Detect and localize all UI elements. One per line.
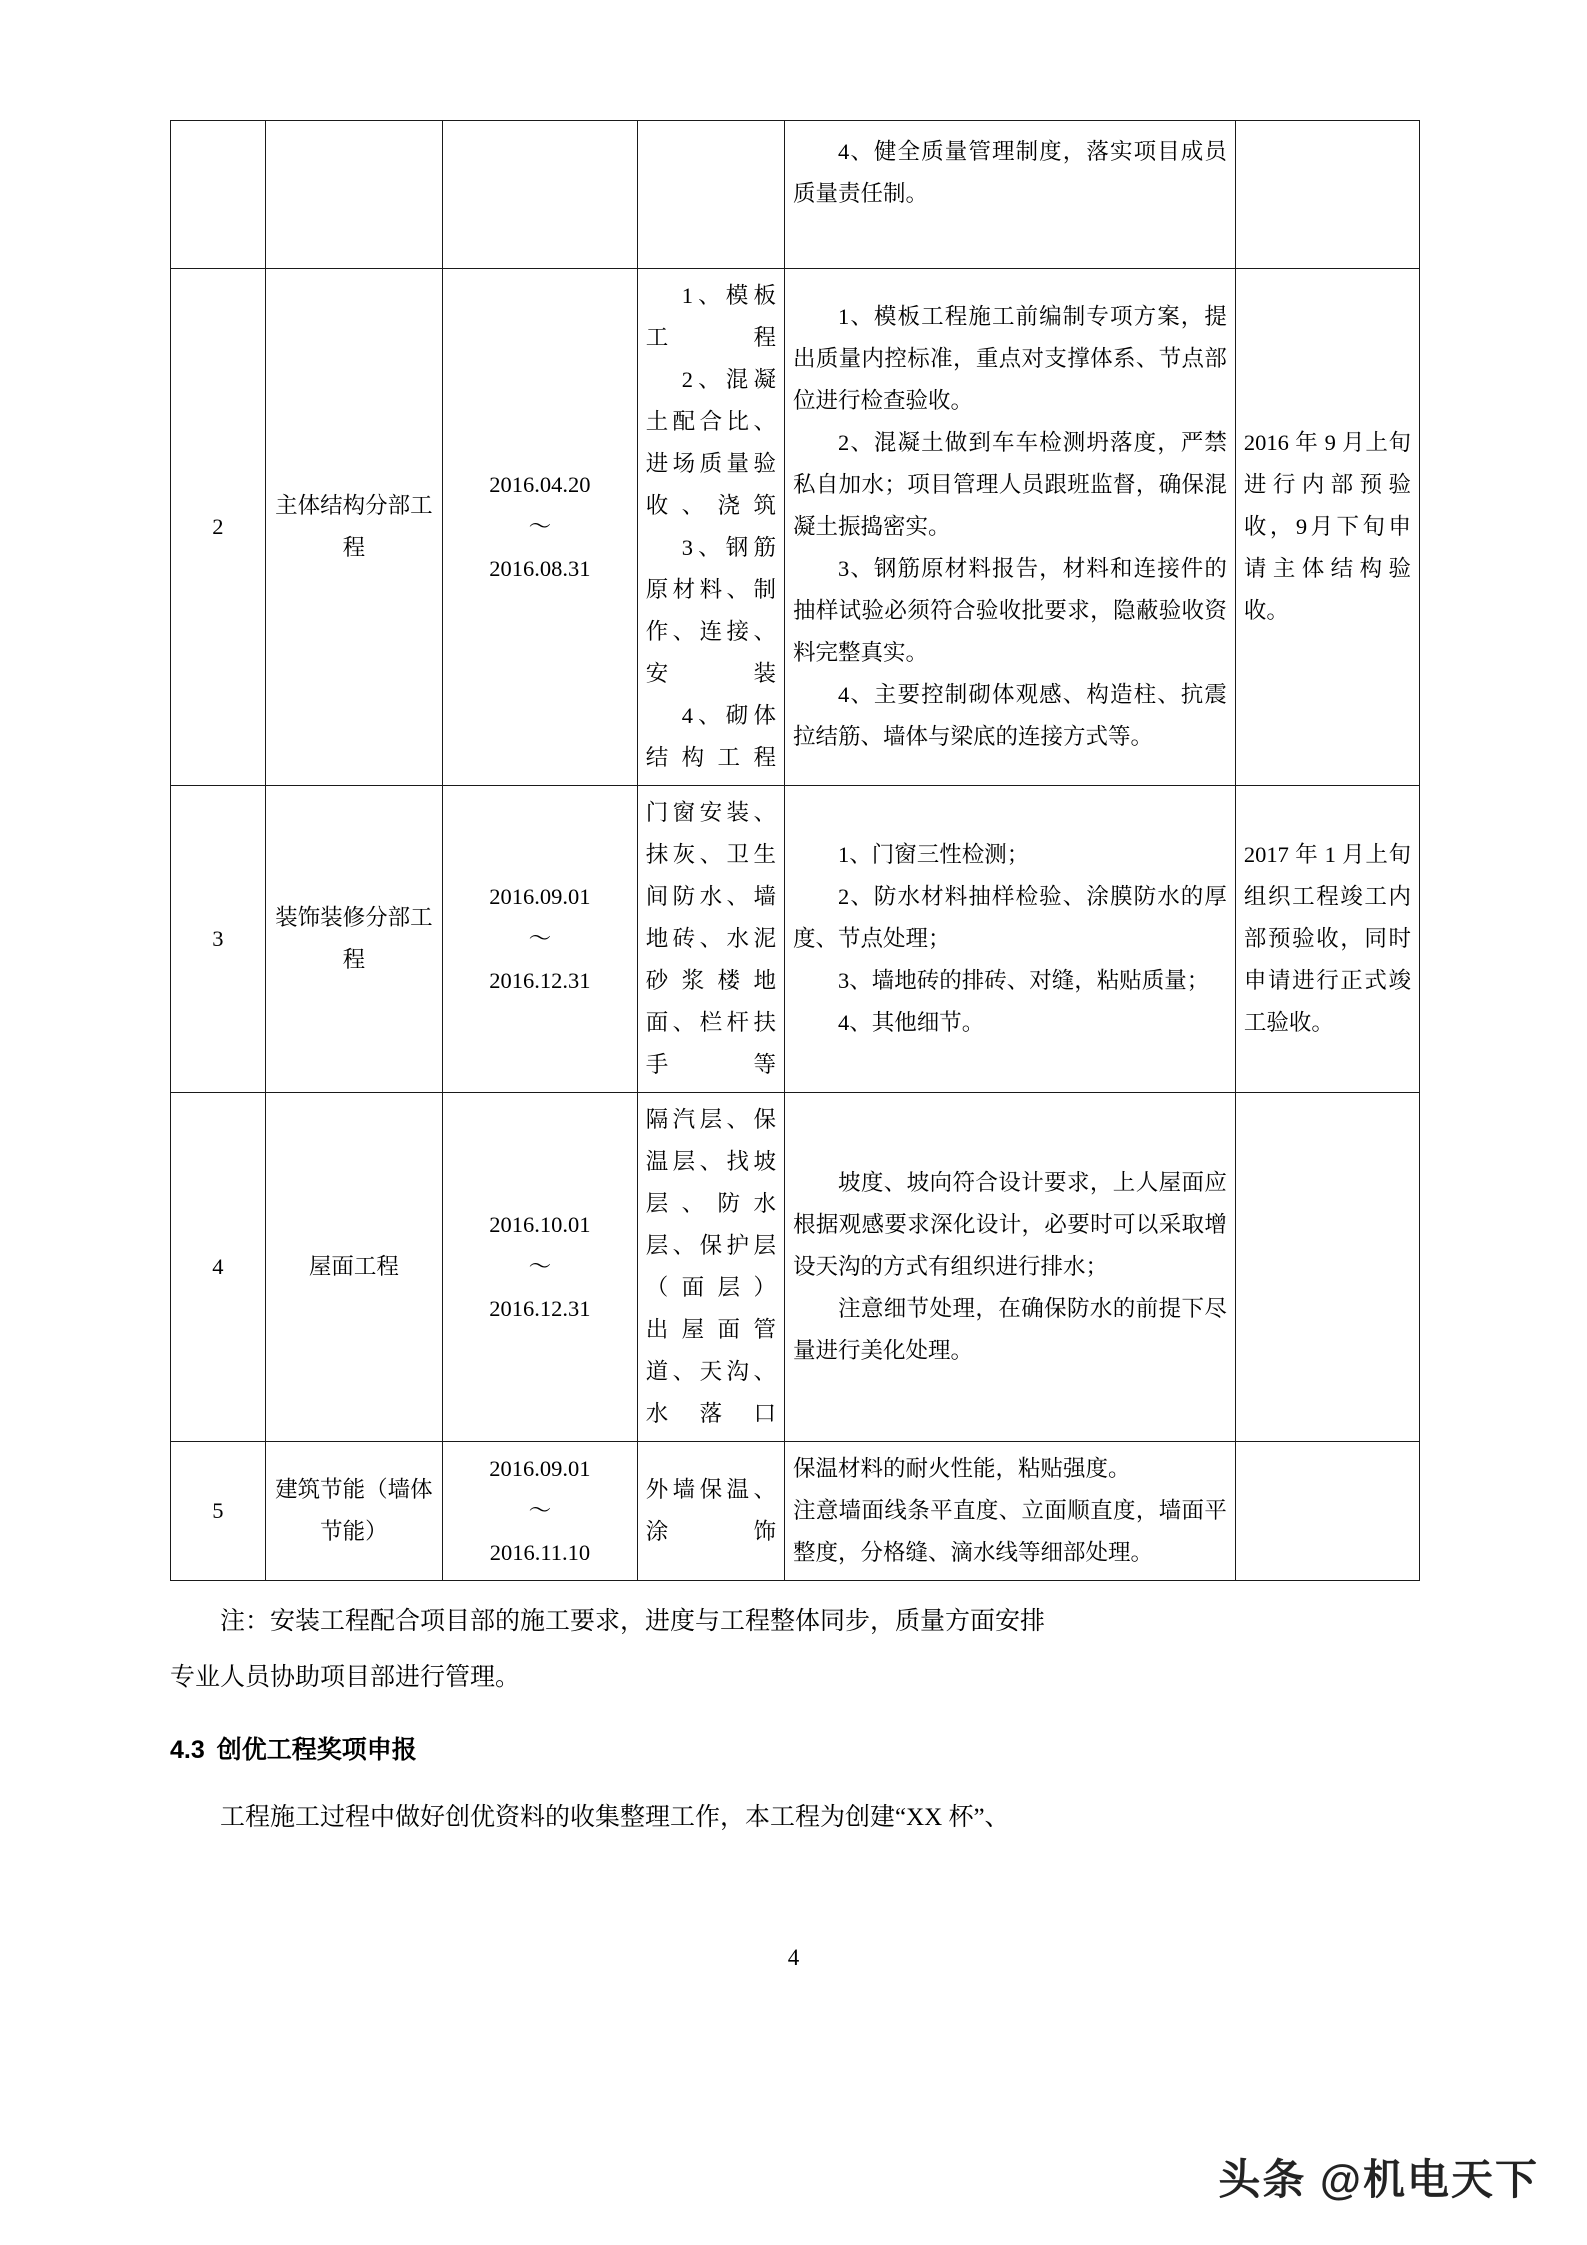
note-paragraph-line-1: 注：安装工程配合项目部的施工要求，进度与工程整体同步，质量方面安排 bbox=[220, 1608, 1046, 1635]
cell-date bbox=[443, 1093, 638, 1442]
cell-acceptance bbox=[1235, 1442, 1419, 1581]
measure-line: 1、模板工程施工前编制专项方案，提出质量内控标准，重点对支撑体系、节点部位进行检查验收。 bbox=[792, 304, 1227, 413]
table-row bbox=[171, 1093, 1420, 1442]
item-line: 外墙保温、涂饰 bbox=[645, 1477, 776, 1544]
cell-items bbox=[637, 1442, 784, 1581]
cell-name: 屋面工程 bbox=[265, 1093, 442, 1442]
cell-measures bbox=[784, 786, 1235, 1093]
table-row-continuation bbox=[171, 121, 1420, 269]
measure-line: 保温材料的耐火性能，粘贴强度。 bbox=[792, 1456, 1131, 1481]
body-paragraph: 工程施工过程中做好创优资料的收集整理工作，本工程为创建“XX 杯”、 bbox=[220, 1804, 1010, 1831]
table-row bbox=[171, 786, 1420, 1093]
date-separator: ～ bbox=[528, 926, 552, 951]
page-number: 4 bbox=[787, 1945, 800, 1970]
cell-measures bbox=[784, 269, 1235, 786]
cell-items bbox=[637, 121, 784, 269]
cell-date bbox=[443, 786, 638, 1093]
cell-acceptance bbox=[1235, 1093, 1419, 1442]
cell-no: 3 bbox=[171, 786, 266, 1093]
cell-measures bbox=[784, 1442, 1235, 1581]
measure-line: 2、防水材料抽样检验、涂膜防水的厚度、节点处理； bbox=[792, 884, 1227, 951]
cell-acceptance: 2016 年 9 月上旬进行内部预验收，9月下旬申请主体结构验收。 bbox=[1235, 269, 1419, 786]
cell-no: 5 bbox=[171, 1442, 266, 1581]
measure-line: 坡度、坡向符合设计要求，上人屋面应根据观感要求深化设计，必要时可以采取增设天沟的方式有组织进行排水； bbox=[792, 1170, 1227, 1279]
cell-measures bbox=[784, 121, 1235, 269]
cell-no: 4 bbox=[171, 1093, 266, 1442]
cell-items bbox=[637, 1093, 784, 1442]
date-separator: ～ bbox=[528, 1254, 552, 1279]
heading-number: 4.3 bbox=[170, 1736, 205, 1764]
date-separator: ～ bbox=[528, 1498, 552, 1523]
cell-name: 装饰装修分部工程 bbox=[265, 786, 442, 1093]
heading-text: 创优工程奖项申报 bbox=[216, 1736, 417, 1764]
table-row bbox=[171, 1442, 1420, 1581]
date-end: 2016.12.31 bbox=[489, 968, 591, 993]
cell-name: 建筑节能（墙体节能） bbox=[265, 1442, 442, 1581]
date-separator: ～ bbox=[528, 514, 552, 539]
quality-schedule-table bbox=[170, 120, 1420, 1581]
cell-measures bbox=[784, 1093, 1235, 1442]
item-line: 2、混凝土配合比、进场质量验收、浇筑 bbox=[645, 367, 776, 518]
measure-line: 注意细节处理，在确保防水的前提下尽量进行美化处理。 bbox=[792, 1296, 1227, 1363]
table-row bbox=[171, 269, 1420, 786]
note-paragraph-line-2: 专业人员协助项目部进行管理。 bbox=[170, 1664, 521, 1691]
date-start: 2016.10.01 bbox=[489, 1212, 591, 1237]
date-end: 2016.12.31 bbox=[489, 1296, 591, 1321]
date-start: 2016.04.20 bbox=[489, 472, 591, 497]
measure-line: 4、主要控制砌体观感、构造柱、抗震拉结筋、墙体与梁底的连接方式等。 bbox=[792, 682, 1227, 749]
measure-line: 1、门窗三性检测； bbox=[837, 842, 1030, 867]
measure-line: 注意墙面线条平直度、立面顺直度，墙面平整度，分格缝、滴水线等细部处理。 bbox=[792, 1498, 1227, 1565]
cell-name bbox=[265, 121, 442, 269]
cell-date bbox=[443, 269, 638, 786]
cell-no bbox=[171, 121, 266, 269]
date-start: 2016.09.01 bbox=[489, 884, 591, 909]
watermark: 头条 @机电天下 bbox=[1218, 2156, 1539, 2203]
cell-name: 主体结构分部工程 bbox=[265, 269, 442, 786]
item-line: 3、钢筋原材料、制作、连接、安装 bbox=[645, 535, 776, 686]
measure-line: 3、钢筋原材料报告，材料和连接件的抽样试验必须符合验收批要求，隐蔽验收资料完整真实。 bbox=[792, 556, 1227, 665]
cell-items bbox=[637, 269, 784, 786]
date-end: 2016.08.31 bbox=[489, 556, 591, 581]
date-end: 2016.11.10 bbox=[489, 1540, 591, 1565]
section-heading bbox=[170, 1723, 1420, 1777]
item-line: 出屋面管道、天沟、水落口 bbox=[645, 1317, 776, 1426]
cell-acceptance: 2017 年 1 月上旬组织工程竣工内部预验收，同时申请进行正式竣工验收。 bbox=[1235, 786, 1419, 1093]
item-line: 门窗安装、抹灰、卫生间防水、墙地砖、水泥砂浆楼地面、栏杆扶手等 bbox=[645, 800, 776, 1077]
cell-items bbox=[637, 786, 784, 1093]
measure-line: 3、墙地砖的排砖、对缝，粘贴质量； bbox=[837, 968, 1210, 993]
measure-line: 2、混凝土做到车车检测坍落度，严禁私自加水；项目管理人员跟班监督，确保混凝土振捣密实。 bbox=[792, 430, 1227, 539]
cell-date bbox=[443, 121, 638, 269]
cell-no: 2 bbox=[171, 269, 266, 786]
item-line: 隔汽层、保温层、找坡层、防水层、保护层（面层） bbox=[645, 1107, 776, 1300]
item-line: 1、模板工程 bbox=[645, 283, 776, 350]
measure-line: 4、健全质量管理制度，落实项目成员质量责任制。 bbox=[792, 139, 1227, 206]
page-content bbox=[170, 120, 1420, 1845]
date-start: 2016.09.01 bbox=[489, 1456, 591, 1481]
item-line: 4、砌体结构工程 bbox=[645, 703, 776, 770]
cell-acceptance bbox=[1235, 121, 1419, 269]
cell-date bbox=[443, 1442, 638, 1581]
measure-line: 4、其他细节。 bbox=[837, 1010, 985, 1035]
